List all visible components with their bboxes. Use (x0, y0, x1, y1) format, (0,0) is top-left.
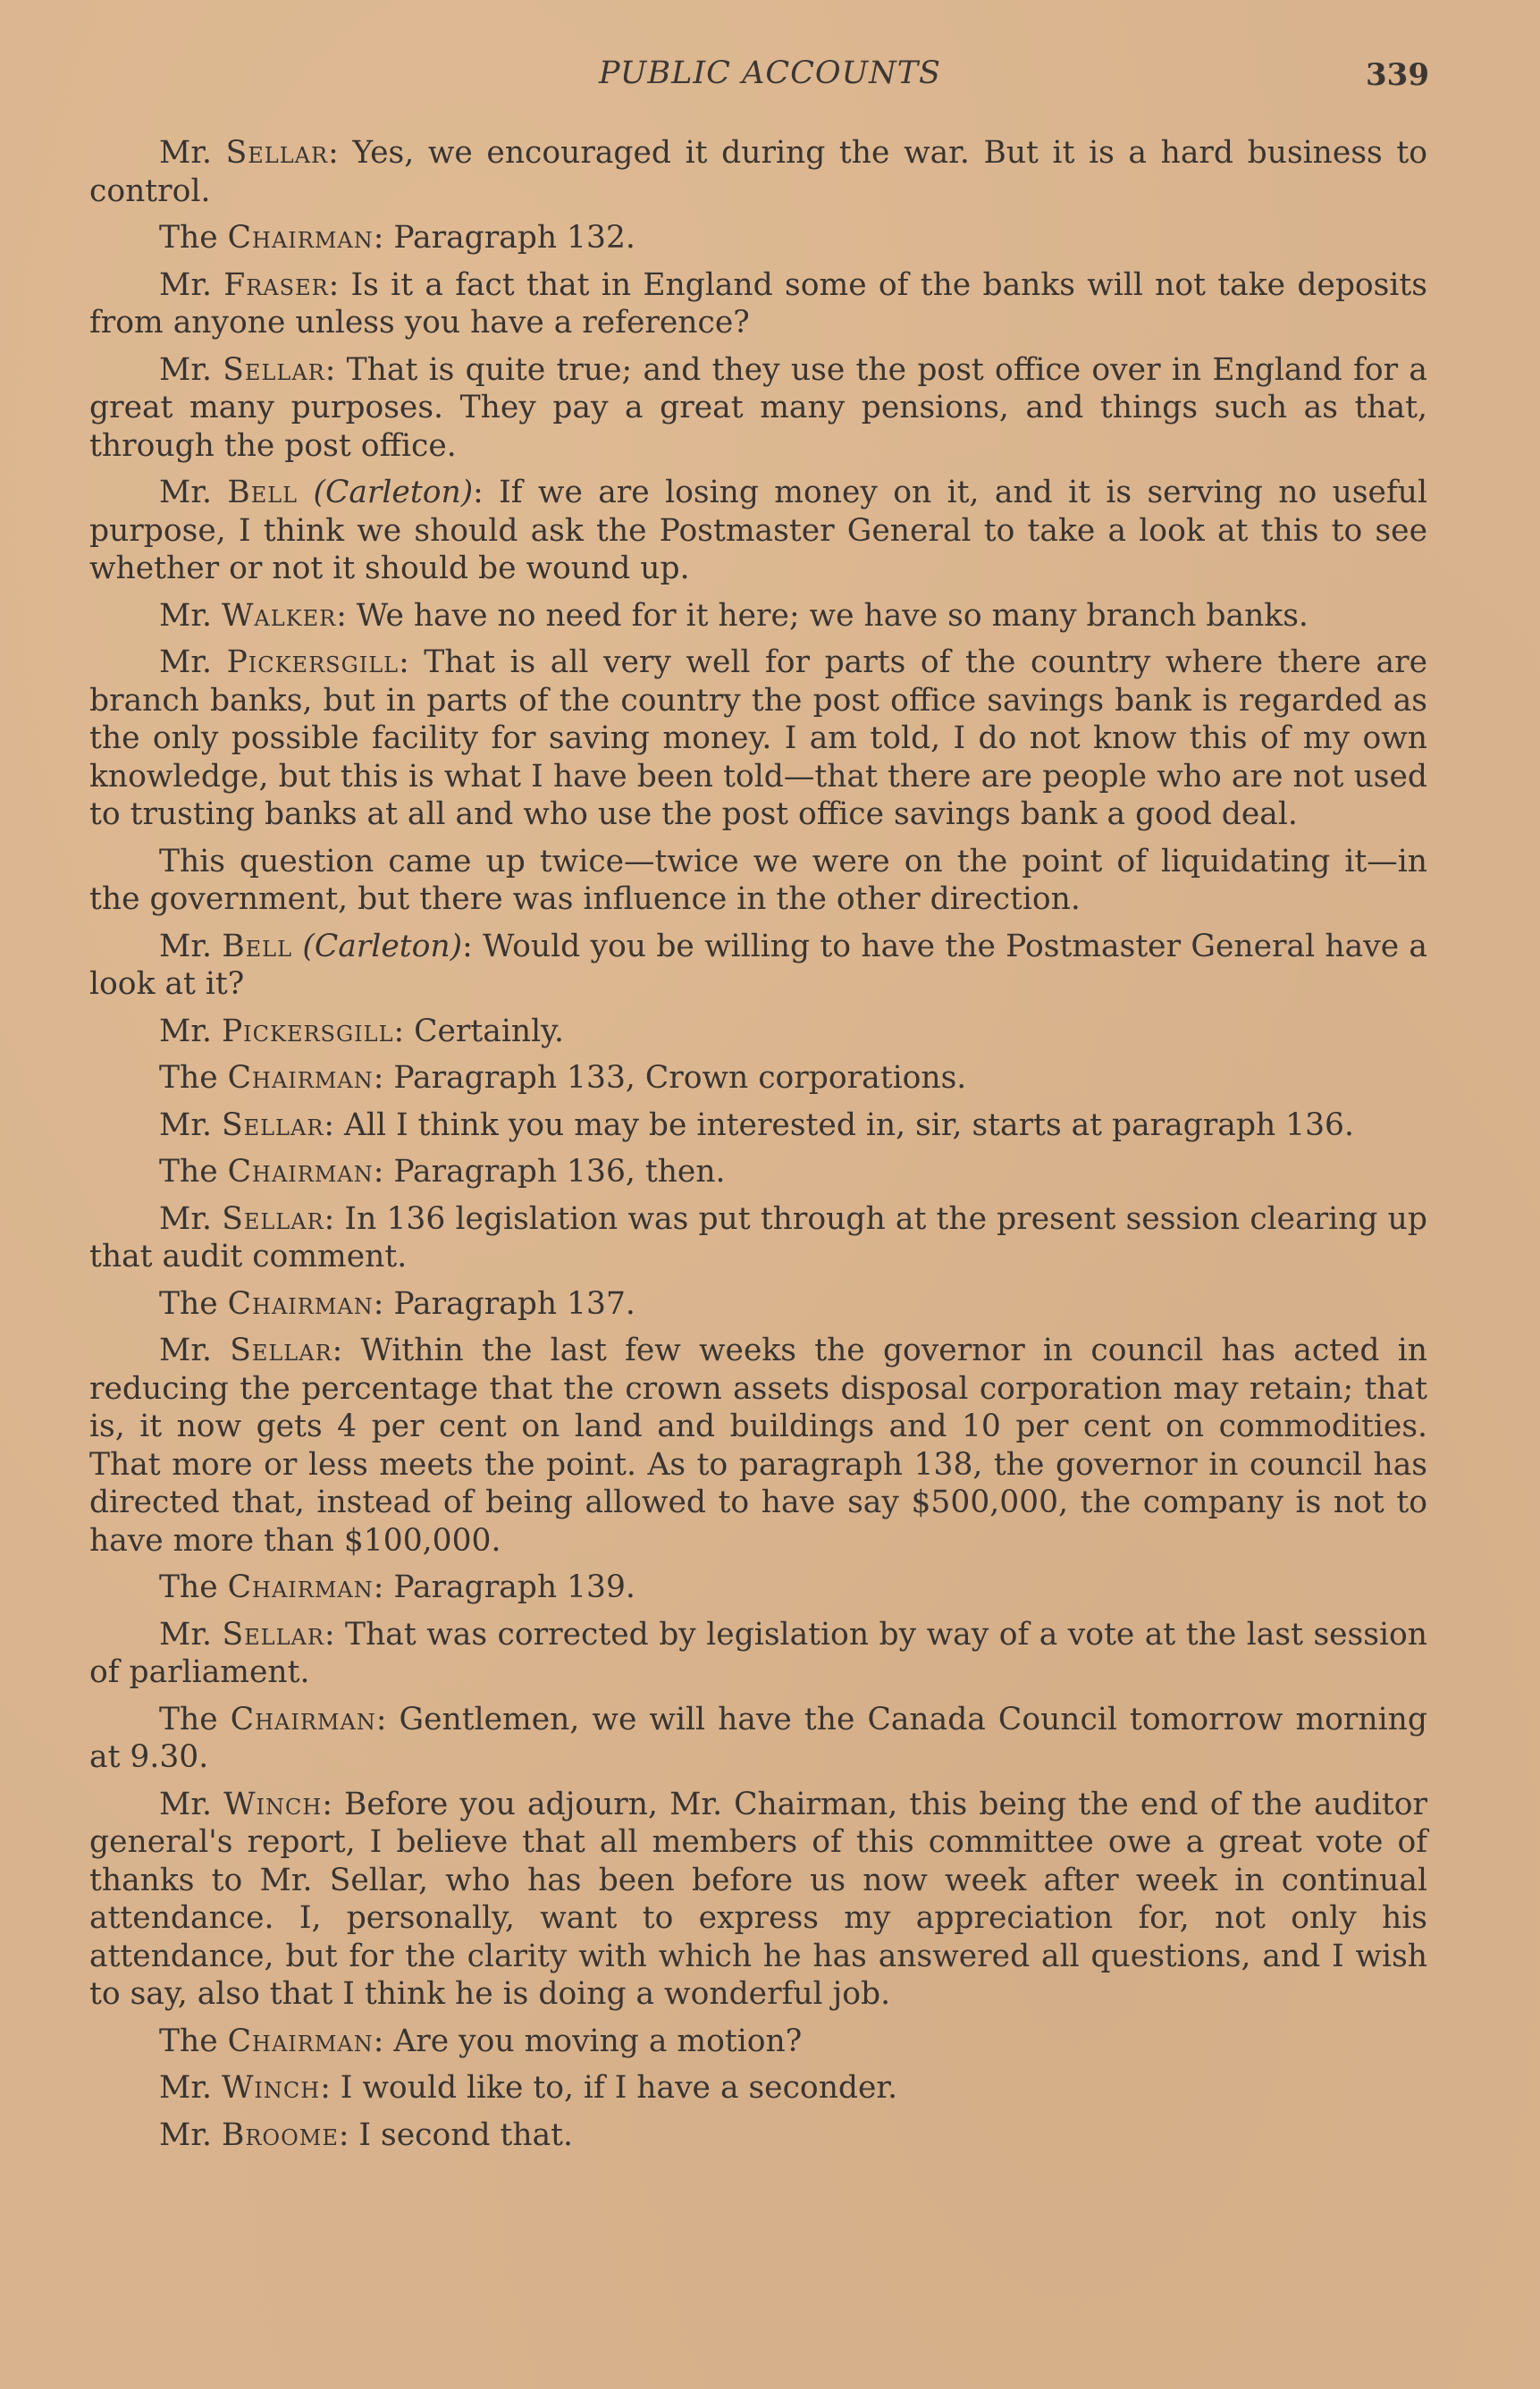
speaker-name: Chairman (230, 1701, 376, 1737)
paragraph-text: : Paragraph 133, Crown corporations. (373, 1060, 967, 1096)
speaker-name: Chairman (227, 1569, 374, 1605)
transcript-paragraph (89, 219, 1427, 257)
speaker-title: The (159, 1569, 228, 1605)
speaker-title: Mr. (159, 928, 223, 964)
transcript-paragraph (89, 266, 1427, 342)
paragraph-text: : Gentlemen, we will have the Canada Council tomorrow morning at 9.30. (89, 1701, 1427, 1775)
speaker-title: The (159, 2023, 228, 2059)
speaker-name: Chairman (227, 220, 374, 256)
speaker-name: Fraser (223, 266, 329, 303)
transcript-paragraph (89, 1059, 1427, 1098)
paragraph-text: : Paragraph 132. (373, 220, 635, 256)
speaker-name: Bell (222, 928, 293, 964)
paragraph-text: : Is it a fact that in England some of the banks will not take deposits from anyone unless you have a reference? (89, 266, 1427, 341)
speaker-title: Mr. (159, 266, 224, 303)
speaker-title: The (159, 1060, 228, 1096)
paragraph-text: : I second that. (338, 2116, 573, 2153)
speaker-title: Mr. (159, 597, 222, 634)
transcript-paragraph (89, 1200, 1427, 1276)
speaker-title: Mr. (159, 2116, 222, 2153)
speaker-title: Mr. (159, 1013, 222, 1049)
paragraph-text: : Before you adjourn, Mr. Chairman, this being the end of the auditor general's report, I believe that all members of this committee owe a great vote of thanks to Mr. Sellar, who has been before us now week after week in continual attendance. I, personally, want to express my appreciation for, not only his attendance, but for the clarity with which he has answered all questions, and I wish to say, also that I think he is doing a wonderful job. (89, 1786, 1427, 2012)
speaker-name: Pickersgill (226, 644, 400, 680)
speaker-name: Sellar (230, 1333, 332, 1368)
speaker-name: Winch (223, 1786, 323, 1822)
speaker-name: Sellar (222, 1616, 324, 1653)
speaker-name: Chairman (227, 1285, 374, 1322)
transcript-paragraph (89, 1569, 1427, 1607)
transcript-paragraph (89, 1153, 1427, 1191)
running-title: PUBLIC ACCOUNTS (598, 55, 942, 91)
speaker-title: Mr. (159, 2070, 222, 2106)
paragraph-text: : In 136 legislation was put through at the present session clearing up that audit comment. (89, 1200, 1427, 1274)
transcript-paragraph (89, 1013, 1427, 1051)
paragraph-text: : Would you be willing to have the Postmaster General have a look at it? (89, 928, 1427, 1002)
transcript-paragraph (89, 351, 1427, 466)
paragraph-text: : We have no need for it here; we have so many branch banks. (336, 597, 1309, 634)
transcript-paragraph (89, 1701, 1427, 1777)
speaker-title: Mr. (159, 1616, 223, 1653)
transcript-paragraph (89, 2116, 1427, 2155)
transcript-paragraph (89, 474, 1427, 588)
speaker-name: Walker (221, 597, 337, 634)
paragraph-text: : Within the last few weeks the governor in council has acted in reducing the percentage that the crown assets disposal corporation may retain; that is, it now gets 4 per cent on land and buildings and 10 per cent on commodities. That more or less meets the point. As to paragraph 138, the governor in council has directed that, instead of being allowed to have say $500,000, the company is not to have more than $100,000. (89, 1333, 1427, 1559)
speaker-constituency: (Carleton) (313, 475, 474, 510)
speaker-name: Winch (221, 2070, 321, 2106)
speaker-name: Chairman (227, 1060, 374, 1096)
paragraph-text: : Are you moving a motion? (373, 2023, 803, 2059)
paragraph-text: : That was corrected by legislation by way of a vote at the last session of parliament. (89, 1616, 1427, 1690)
paragraph-text: : Yes, we encouraged it during the war. But it is a hard business to control. (89, 135, 1427, 209)
speaker-constituency: (Carleton) (302, 928, 463, 964)
paragraph-text: : If we are losing money on it, and it is serving no useful purpose, I think we should ask the Postmaster General to take a look at this to see whether or not it should be wound up. (89, 475, 1427, 586)
speaker-name: Chairman (227, 1154, 374, 1190)
speaker-name: Broome (221, 2116, 339, 2153)
speaker-name: Sellar (223, 351, 325, 388)
paragraph-text: : All I think you may be interested in, sir, starts at paragraph 136. (324, 1106, 1354, 1143)
paragraph-text: : That is quite true; and they use the post office over in England for a great many purposes. They pay a great many pensions, and things such as that, through the post office. (89, 351, 1427, 464)
speaker-title: The (159, 1154, 228, 1190)
speaker-title: The (159, 1285, 228, 1322)
transcript-paragraph (89, 1106, 1427, 1145)
speaker-name: Chairman (227, 2023, 374, 2059)
paragraph-text: : Paragraph 137. (373, 1285, 635, 1322)
transcript-paragraph (89, 928, 1427, 1004)
speaker-title: Mr. (159, 1200, 223, 1237)
paragraph-text: : Paragraph 139. (373, 1569, 635, 1605)
transcript-paragraph (89, 1786, 1427, 2014)
speaker-title: Mr. (159, 351, 223, 388)
speaker-name: Pickersgill (221, 1013, 394, 1049)
speaker-name: Bell (227, 475, 299, 510)
speaker-name: Sellar (221, 1106, 324, 1143)
transcript-paragraph (89, 134, 1427, 210)
page-header (0, 55, 1540, 109)
transcript-body (89, 134, 1427, 2163)
transcript-paragraph (89, 1332, 1427, 1560)
speaker-title: Mr. (159, 135, 226, 171)
speaker-title: The (159, 220, 228, 256)
paragraph-text: : That is all very well for parts of the country where there are branch banks, but in parts of the country the post office savings bank is regarded as the only possible facility for saving money. I am told, I do not know this of my own knowledge, but this is what I have been told—that there are people who are not used to trusting banks at all and who use the post office savings bank a good deal. (89, 644, 1428, 832)
transcript-paragraph (89, 1285, 1427, 1324)
speaker-title: Mr. (159, 644, 227, 680)
speaker-name: Sellar (222, 1200, 324, 1237)
paragraph-text: : Certainly. (393, 1013, 565, 1049)
speaker-title: Mr. (159, 1333, 231, 1368)
speaker-title: Mr. (159, 1786, 224, 1822)
page-number: 339 (1366, 57, 1429, 93)
speaker-title: Mr. (159, 1106, 222, 1143)
paragraph-text: : Paragraph 136, then. (373, 1154, 726, 1190)
speaker-title: Mr. (159, 475, 228, 510)
paragraph-text: : I would like to, if I have a seconder. (320, 2070, 898, 2106)
transcript-paragraph (89, 1616, 1427, 1692)
speaker-title: The (159, 1701, 231, 1737)
transcript-paragraph (89, 644, 1427, 834)
speaker-name: Sellar (225, 135, 329, 171)
transcript-paragraph (89, 597, 1427, 635)
paragraph-text: This question came up twice—twice we were on the point of liquidating it—in the government, but there was influence in the other direction. (89, 843, 1427, 917)
transcript-paragraph (89, 2069, 1427, 2107)
transcript-paragraph (89, 2023, 1427, 2061)
transcript-paragraph (89, 843, 1427, 919)
